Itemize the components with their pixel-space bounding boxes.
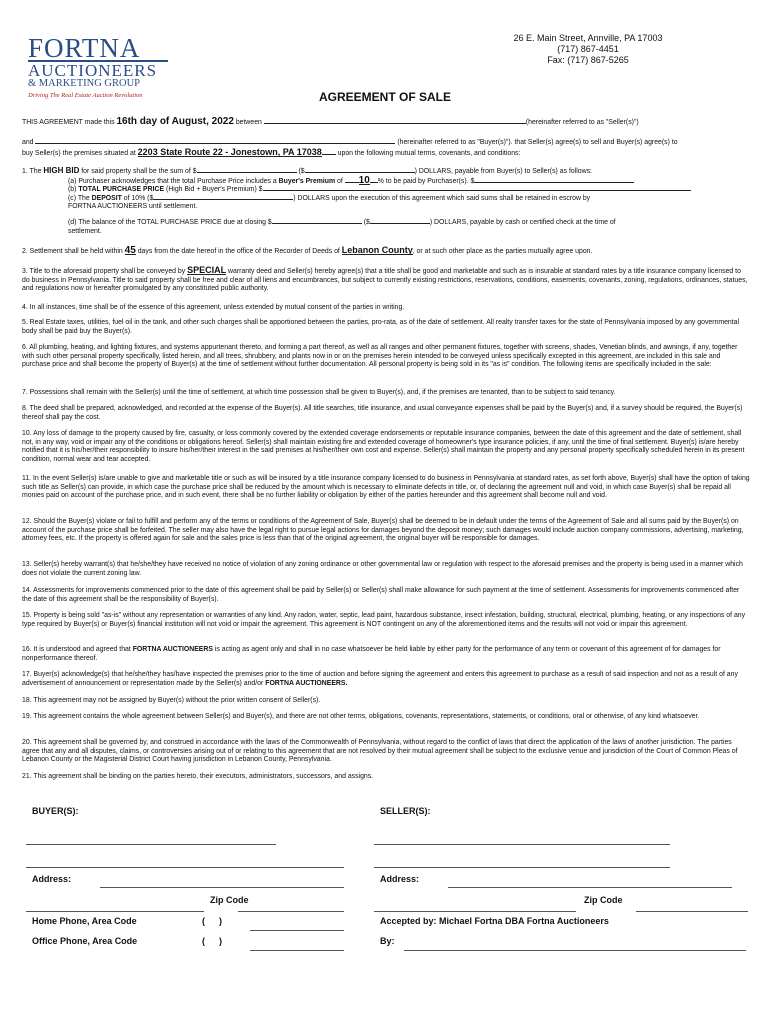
seller-signature-line-1[interactable] [374,844,670,845]
seller-name-blank [264,123,526,124]
deposit-blank [153,199,293,200]
premium-blank-tail [370,182,378,183]
property-address: 2203 State Route 22 - Jonestown, PA 17038 [137,147,322,158]
buyer-address-line[interactable] [100,887,344,888]
deed-type: SPECIAL [187,265,227,275]
section-15: 15. Property is being sold "as-is" without any representation or warranties of any kind. Any radon, water, septic, lead paint, hazardous substance, insect infestation, building, structural, electrical, plumbing, heating, or any inspections of any type required by Buyer(s) or Buyer(s) financial institution will not void or impair the agreement. This agreement is NOT contingent on any of the aforementioned items and the results will not void or impair this agreement. [22,612,746,628]
intro-text-f: buy Seller(s) the premises situated at [22,150,136,158]
accepted-by-label: Accepted by: Michael Fortna DBA Fortna Auctioneers [380,916,609,926]
intro-text-g: upon the following mutual terms, covenants, and conditions: [337,150,521,158]
s16-company: FORTNA AUCTIONEERS [132,646,213,653]
buyer-zip-line[interactable] [238,911,344,912]
s1-text-d: ) DOLLARS, payable from Buyer(s) to Seller(s) as follows: [414,168,592,175]
section-19: 19. This agreement contains the whole agreement between Seller(s) and Buyer(s), and there are not other terms, obligations, covenants, representations, statements, or conditions, oral or otherwise, of any kind whatsoever. [22,713,700,720]
agreement-date: 16th day of August, 2022 [116,116,234,127]
section-18: 18. This agreement may not be assigned by Buyer(s) without the prior written consent of Seller(s). [22,697,321,704]
seller-zip-label: Zip Code [584,895,623,905]
seller-signature-line-2[interactable] [374,867,670,868]
s1-d-text-d: settlement. [68,227,102,235]
s17-company: FORTNA AUCTIONEERS. [265,679,348,687]
section-5: 5. Real Estate taxes, utilities, fuel oil in the tank, and other such charges shall be apportioned between the parties, pro-rata, as of the date of settlement. All realty transfer taxes for the state of Pennsylvania imposed by any governmental body shall be paid buy the Buyer(s). [22,319,740,335]
s1-deposit: DEPOSIT [91,194,122,202]
s17-text-a: 17. Buyer(s) acknowledge(s) that he/she/they has/have inspected the premises prior to the time of auction and before signing the agreement and enters this agreement to purchase as a result of said inspection and not as a result of any advertisement of announcement or representation made by the Seller(s) and/or [22,671,738,687]
page-title: AGREEMENT OF SALE [318,90,451,104]
office-phone-paren-close: ) [219,936,222,946]
intro-paragraph [22,118,750,159]
office-phone-paren-open: ( [202,936,205,946]
buyer-label: BUYER(S): [32,806,79,816]
s3-text-a: 3. Title to the aforesaid property shall be conveyed by [22,268,186,275]
s2-text-a: 2. Settlement shall be held within [22,248,123,255]
section-2 [22,247,750,257]
home-phone-paren-close: ) [219,916,222,926]
seller-zip-line[interactable] [636,911,748,912]
logo-line-1: FORTNA [28,33,141,63]
premium-amount-blank [474,182,634,183]
section-8: 8. The deed shall be prepared, acknowledged, and recorded at the expense of the Buyer(s). All title searches, title insurance, and usual conveyance expenses shall be paid by the Buyer(s) and, if a survey should be required, the Buyer(s) thereof shall pay the cost. [22,405,743,421]
buyer-signature-line-1[interactable] [26,844,276,845]
buyer-zip-label: Zip Code [210,895,249,905]
section-12: 12. Should the Buyer(s) violate or fail to fulfill and perform any of the terms or conditions of the Agreement of Sale, Buyer(s) shall be deemed to be in default under the terms of the Agreement of Sale and all sums paid by the Buyer(s) on account of the purchase price shall be forfeited. The seller may also have the legal right to pursue legal actions for damages beyond the deposit money; such damages would include auction company commissions, advertising, marketing, attorney fees, etc. If the property is offered again for sale and the sales price is less than that of the original agreement, the original buyer will be responsible for damages. [22,518,744,543]
s1-buyers-premium: Buyer's Premium [278,177,336,185]
address-phone: (717) 867-4451 [557,44,619,54]
buyer-name-blank [35,143,395,144]
home-phone-paren-open: ( [202,916,205,926]
intro-text-d: and [22,138,34,146]
buyer-address-label: Address: [32,874,72,884]
section-6: 6. All plumbing, heating, and lighting fixtures, and systems appurtenant thereto, and forming a part thereof, as well as all ranges and other permanent fixtures, together with screens, shades, Venetian blinds, and awnings, if any, together with such other personal property specifically, listed herein, and all trees, shrubbery, and plants now in or on the premises herein intended to be conveyed unless specifically excepted in this agreement, are included in this sale and purchase price and shall become the property of Buyer(s) at the time of settlement without further documentation. All personal property is being sold in its "as is" condition. The following items are specifically included in the sale: [22,344,738,369]
section-14: 14. Assessments for improvements commenced prior to the date of this agreement shall be paid by Seller(s) or Seller(s) shall make allowance for such payment at the time of settlement. Assessments for improvements commenced after the date of this agreement shall be the responsibility of Buyer(s). [22,587,740,603]
s1-text-b: for said property shall be the sum of $ [81,168,197,175]
section-13: 13. Seller(s) hereby warrant(s) that he/she/they have received no notice of violation of any zoning ordinance or other governmental law or regulation with respect to the aforesaid premises and the property is being used in a manner which does not violate the current zoning law. [22,561,743,577]
office-phone-label: Office Phone, Area Code [32,936,138,946]
balance-words-blank [370,223,430,224]
buyer-city-line[interactable] [26,911,204,912]
auctioneer-signature-line[interactable] [404,950,746,951]
settlement-county: Lebanon County [341,245,413,255]
section-11: 11. In the event Seller(s) is/are unable to give and marketable title or such as will be insured by a title insurance company licensed to do business in Pennsylvania at standard rates, as set forth above, Buyer(s) shall have the option of taking such title as Seller(s) can provide, in which case the purchase price shall be reduced by the amount which is necessary to eliminate defects in title, or, of declaring the agreement null and void, in which case Buyer(s) shall be repaid all monies paid on account of the purchase price, and in such event, there shall be no further liability or obligation by either of the parties hereunder and this agreement shall become null and void. [22,475,750,500]
section-16 [22,646,750,663]
balance-amount-blank [272,223,362,224]
section-21: 21. This agreement shall be binding on the parties hereto, their executors, administrators, successors, and assigns. [22,773,374,780]
home-phone-label: Home Phone, Area Code [32,916,137,926]
section-4: 4. In all instances, time shall be of the essence of this agreement, unless extended by mutual consent of the parties in writing. [22,304,405,311]
company-address [478,33,698,66]
settlement-days: 45 [124,245,136,256]
premium-percent: 10 [358,174,370,186]
s1-text-c: ($ [298,168,305,175]
intro-text-a: THIS AGREEMENT made this [22,119,115,126]
s1-d-text-b: ($ [363,218,370,226]
s1-c-text-c: ) DOLLARS upon the execution of this agreement which said sums shall be retained in escrow by [293,194,591,202]
section-17 [22,671,750,688]
seller-address-label: Address: [380,874,420,884]
s1-a-text: (a) Purchaser acknowledges that the total Purchase Price includes a [68,177,277,185]
s1-b-text: (High Bid + Buyer's Premium) $ [166,186,263,194]
by-label: By: [380,936,395,946]
s2-text-b: days from the date hereof in the office of the Recorder of Deeds of [137,248,340,255]
s1-b-label: (b) [68,186,77,194]
s16-text-a: 16. It is understood and agreed that [22,646,131,653]
s1-total-purchase-price: TOTAL PURCHASE PRICE [78,186,165,194]
section-10: 10. Any loss of damage to the property caused by fire, casualty, or loss commonly covered by the extended coverage endorsements or reputable insurance companies, between the date of this agreement and the date of settlement, shall not, in any way, void or impair any of the conditions or obligations hereof. Seller(s) shall maintain existing fire and extended coverage of homeowner's type insurance policies, if any, until the time of final settlement. Buyer(s) is/are hereby notified that it is his/her/their responsibility to insure his/her/their interest in the said premises at his/her/their own cost and expense. Seller(s) shall maintain the property and any personal property specifically scheduled herein in its present condition, normal wear and tear accepted. [22,430,745,463]
s16-text-b: is acting as agent only and shall in no case whatsoever be held liable by either party for the performance of any term or covenant of this agreement of for damages for nonperformance thereof. [22,646,721,662]
logo-line-3: & MARKETING GROUP [28,78,141,89]
property-blank-tail [322,154,336,155]
section-3 [22,267,750,294]
seller-address-line[interactable] [448,887,732,888]
premium-blank-lead [345,182,359,183]
total-price-blank [263,190,691,191]
intro-text-e: (hereinafter referred to as "Buyer(s)"). that Seller(s) agree(s) to sell and Buyer(s) agree(s) to [397,138,678,146]
s1-c-text-d: FORTNA AUCTIONEERS until settlement. [68,203,198,211]
office-phone-line[interactable] [250,950,344,951]
s1-a-of: of [337,177,343,185]
s1-high-bid: HIGH BID [43,166,80,175]
buyer-signature-line-2[interactable] [26,867,344,868]
intro-text-b: between [235,119,262,126]
s1-c-text-a: (c) The [68,194,90,202]
high-bid-words-blank [305,172,415,173]
high-bid-amount-blank [197,172,297,173]
seller-label: SELLER(S): [380,806,431,816]
s1-text-a: 1. The [22,168,42,175]
section-7: 7. Possessions shall remain with the Seller(s) until the time of settlement, at which time possession shall be given to Buyer(s), and, if the premises are tenanted, than to be subject to said tenancy. [22,389,616,396]
logo-line-2: AUCTIONEERS [28,60,168,78]
seller-city-line[interactable] [374,911,576,912]
address-street: 26 E. Main Street, Annville, PA 17003 [513,33,663,43]
s1-d-text-a: (d) The balance of the TOTAL PURCHASE PRICE due at closing $ [68,218,272,226]
logo-tagline: Driving The Real Estate Auction Revolution [28,92,143,99]
section-20: 20. This agreement shall be governed by, and construed in accordance with the laws of the Commonwealth of Pennsylvania, without regard to the conflict of laws that direct the application of the laws of another jurisdiction. The parties agree that any and all disputes, claims, or controversies arising out of or relating to this agreement that are not resolved by their mutual agreement shall be subject to the exclusive venue and jurisdiction of the Court of Common Pleas of Lebanon County or the Magisterial District Court having jurisdiction in Lebanon County, Pennsylvania. [22,739,738,764]
s1-a-text-b: % to be paid by Purchaser(s). $ [377,177,475,185]
intro-text-c: (hereinafter referred to as "Seller(s)") [525,119,639,126]
home-phone-line[interactable] [250,930,344,931]
s3-text-b: warranty deed and Seller(s) hereby agree(s) that a title shall be good and marketable and such as is insurable at standard rates by a title insurance company licensed to do business in Pennsylvania. Title to said property shall be free and clear of all liens and encumbrances, but subject to currently existing restrictions, reservations, conditions, easements, covenants, zoning, regulations, ordinances, statues, and regulations now or hereafter promulgated by any constituted public authority. [22,268,748,293]
s2-text-c: , or at such other place as the parties mutually agree upon. [412,248,593,255]
section-1 [22,167,750,236]
address-fax: Fax: (717) 867-5265 [547,55,629,65]
s1-d-text-c: ) DOLLARS, payable by cash or certified check at the time of [429,218,616,226]
s1-c-text-b: of 10% ($ [123,194,154,202]
